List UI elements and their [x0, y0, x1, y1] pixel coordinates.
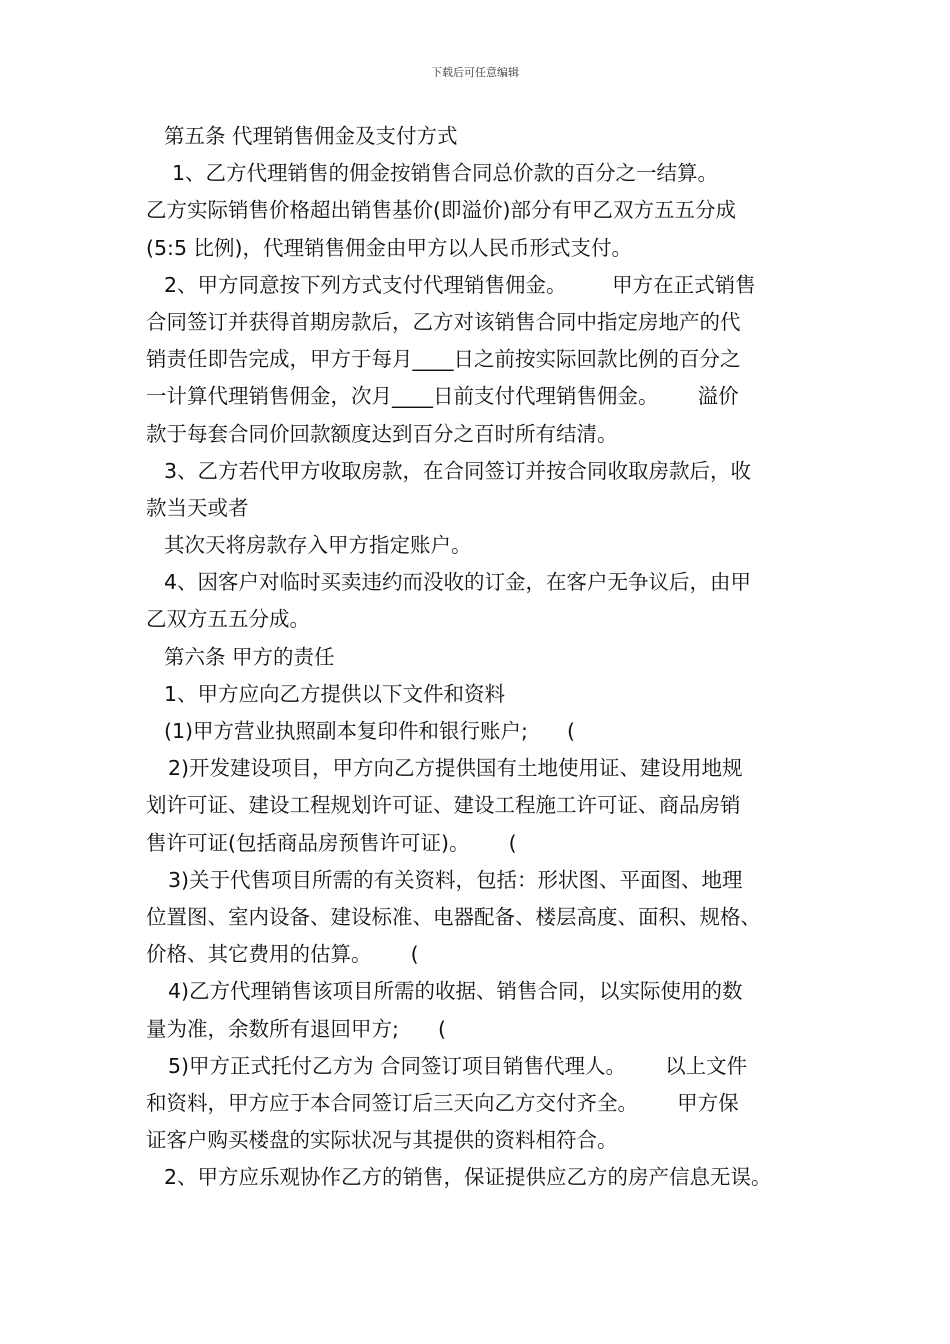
document-line: 销责任即告完成，甲方于每月____日之前按实际回款比例的百分之	[146, 347, 741, 372]
document-line: 乙方实际销售价格超出销售基价(即溢价)部分有甲乙双方五五分成	[146, 198, 736, 223]
document-line: 其次天将房款存入甲方指定账户。	[164, 533, 472, 558]
document-line: 合同签订并获得首期房款后，乙方对该销售合同中指定房地产的代	[146, 309, 741, 334]
document-line: 款当天或者	[146, 495, 249, 520]
document-line: 3、乙方若代甲方收取房款，在合同签订并按合同收取房款后，收	[164, 458, 752, 483]
document-line: 4)乙方代理销售该项目所需的收据、销售合同，以实际使用的数	[168, 979, 743, 1004]
document-line: 1、甲方应向乙方提供以下文件和资料	[164, 681, 506, 706]
document-line: 2、甲方同意按下列方式支付代理销售佣金。 甲方在正式销售	[164, 272, 756, 297]
document-line: 款于每套合同价回款额度达到百分之百时所有结清。	[146, 421, 618, 446]
document-line: 1、乙方代理销售的佣金按销售合同总价款的百分之一结算。	[172, 161, 719, 186]
document-line: 3)关于代售项目所需的有关资料，包括：形状图、平面图、地理	[168, 867, 743, 892]
document-line: 2、甲方应乐观协作乙方的销售，保证提供应乙方的房产信息无误。	[164, 1165, 772, 1190]
document-line: (1)甲方营业执照副本复印件和银行账户; (	[164, 719, 576, 743]
document-line: 一计算代理销售佣金，次月____日前支付代理销售佣金。 溢价	[146, 384, 739, 409]
document-line: 第五条 代理销售佣金及支付方式	[164, 124, 458, 148]
document-line: 证客户购买楼盘的实际状况与其提供的资料相符合。	[146, 1128, 618, 1153]
document-line: 量为准，余数所有退回甲方; (	[146, 1016, 447, 1041]
document-body	[146, 118, 826, 1196]
document-line: 和资料，甲方应于本合同签订后三天向乙方交付齐全。 甲方保	[146, 1090, 739, 1115]
document-line: 4、因客户对临时买卖违约而没收的订金，在客户无争议后，由甲	[164, 570, 752, 595]
document-line: 划许可证、建设工程规划许可证、建设工程施工许可证、商品房销	[146, 793, 741, 818]
document-line: 价格、其它费用的估算。 (	[146, 942, 419, 967]
document-line: 位置图、室内设备、建设标准、电器配备、楼层高度、面积、规格、	[146, 904, 761, 929]
document-line: 第六条 甲方的责任	[164, 644, 335, 669]
document-line: 2)开发建设项目，甲方向乙方提供国有土地使用证、建设用地规	[168, 756, 743, 781]
page-header: 下载后可任意编辑	[431, 66, 519, 79]
document-line: 售许可证(包括商品房预售许可证)。 (	[146, 830, 517, 855]
document-line: (5:5 比例)，代理销售佣金由甲方以人民币形式支付。	[146, 235, 633, 260]
document-line: 乙双方五五分成。	[146, 607, 310, 632]
document-line: 5)甲方正式托付乙方为 合同签订项目销售代理人。 以上文件	[168, 1053, 748, 1078]
